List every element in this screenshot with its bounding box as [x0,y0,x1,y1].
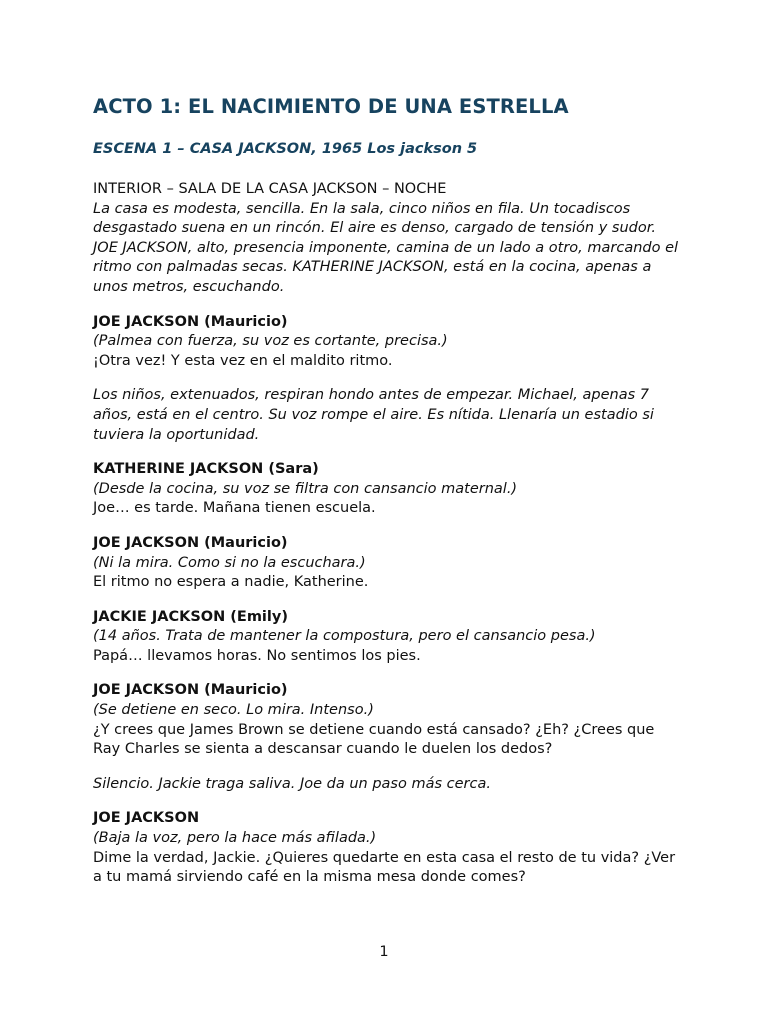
parenthetical: (Baja la voz, pero la hace más afilada.) [93,830,377,847]
character-name: JOE JACKSON [93,810,200,827]
page-number: 1 [379,944,389,960]
scene-title: ESCENA 1 – CASA JACKSON, 1965 Los jackson 5 [93,141,478,157]
parenthetical: (Ni la mira. Como si no la escuchara.) [93,554,366,571]
script-body [93,180,683,888]
dialogue-line: Papá… llevamos horas. No sentimos los pies. [93,647,421,664]
character-name: JOE JACKSON (Mauricio) [93,534,288,551]
intro-action: La casa es modesta, sencilla. En la sala, cinco niños en fila. Un tocadiscos desgastado suena en un rincón. El aire es denso, cargado de tensión y sudor. JOE JACKSON, alto, presencia imponente, camina de un lado a otro, marcando el ritmo con palmadas secas. KATHERINE JACKSON, está en la cocina, apenas a unos metros, escuchando. [93,200,679,295]
act-title: ACTO 1: EL NACIMIENTO DE UNA ESTRELLA [93,95,569,118]
character-name: JACKIE JACKSON (Emily) [93,608,288,625]
character-name: JOE JACKSON (Mauricio) [93,682,288,699]
action-line: Los niños, extenuados, respiran hondo antes de empezar. Michael, apenas 7 años, está en el centro. Su voz rompe el aire. Es nítida. Llenaría un estadio si tuviera la oportunidad. [93,387,654,443]
character-name: JOE JACKSON (Mauricio) [93,313,288,330]
dialogue-line: Joe… es tarde. Mañana tienen escuela. [93,500,376,517]
action-line: Silencio. Jackie traga saliva. Joe da un paso más cerca. [93,775,491,792]
scene-setting: INTERIOR – SALA DE LA CASA JACKSON – NOCHE [93,181,447,197]
parenthetical: (Desde la cocina, su voz se filtra con cansancio maternal.) [93,480,518,497]
parenthetical: (14 años. Trata de mantener la compostura, pero el cansancio pesa.) [93,628,596,645]
dialogue-line: El ritmo no espera a nadie, Katherine. [93,574,369,591]
dialogue-line: ¡Otra vez! Y esta vez en el maldito ritmo. [93,352,393,369]
character-name: KATHERINE JACKSON (Sara) [93,461,319,478]
dialogue-line: Dime la verdad, Jackie. ¿Quieres quedarte en esta casa el resto de tu vida? ¿Ver a tu mamá sirviendo café en la misma mesa donde comes? [93,849,676,886]
parenthetical: (Se detiene en seco. Lo mira. Intenso.) [93,702,374,719]
parenthetical: (Palmea con fuerza, su voz es cortante, precisa.) [93,333,448,350]
dialogue-line: ¿Y crees que James Brown se detiene cuando está cansado? ¿Eh? ¿Crees que Ray Charles se sienta a descansar cuando le duelen los dedos? [93,721,655,758]
